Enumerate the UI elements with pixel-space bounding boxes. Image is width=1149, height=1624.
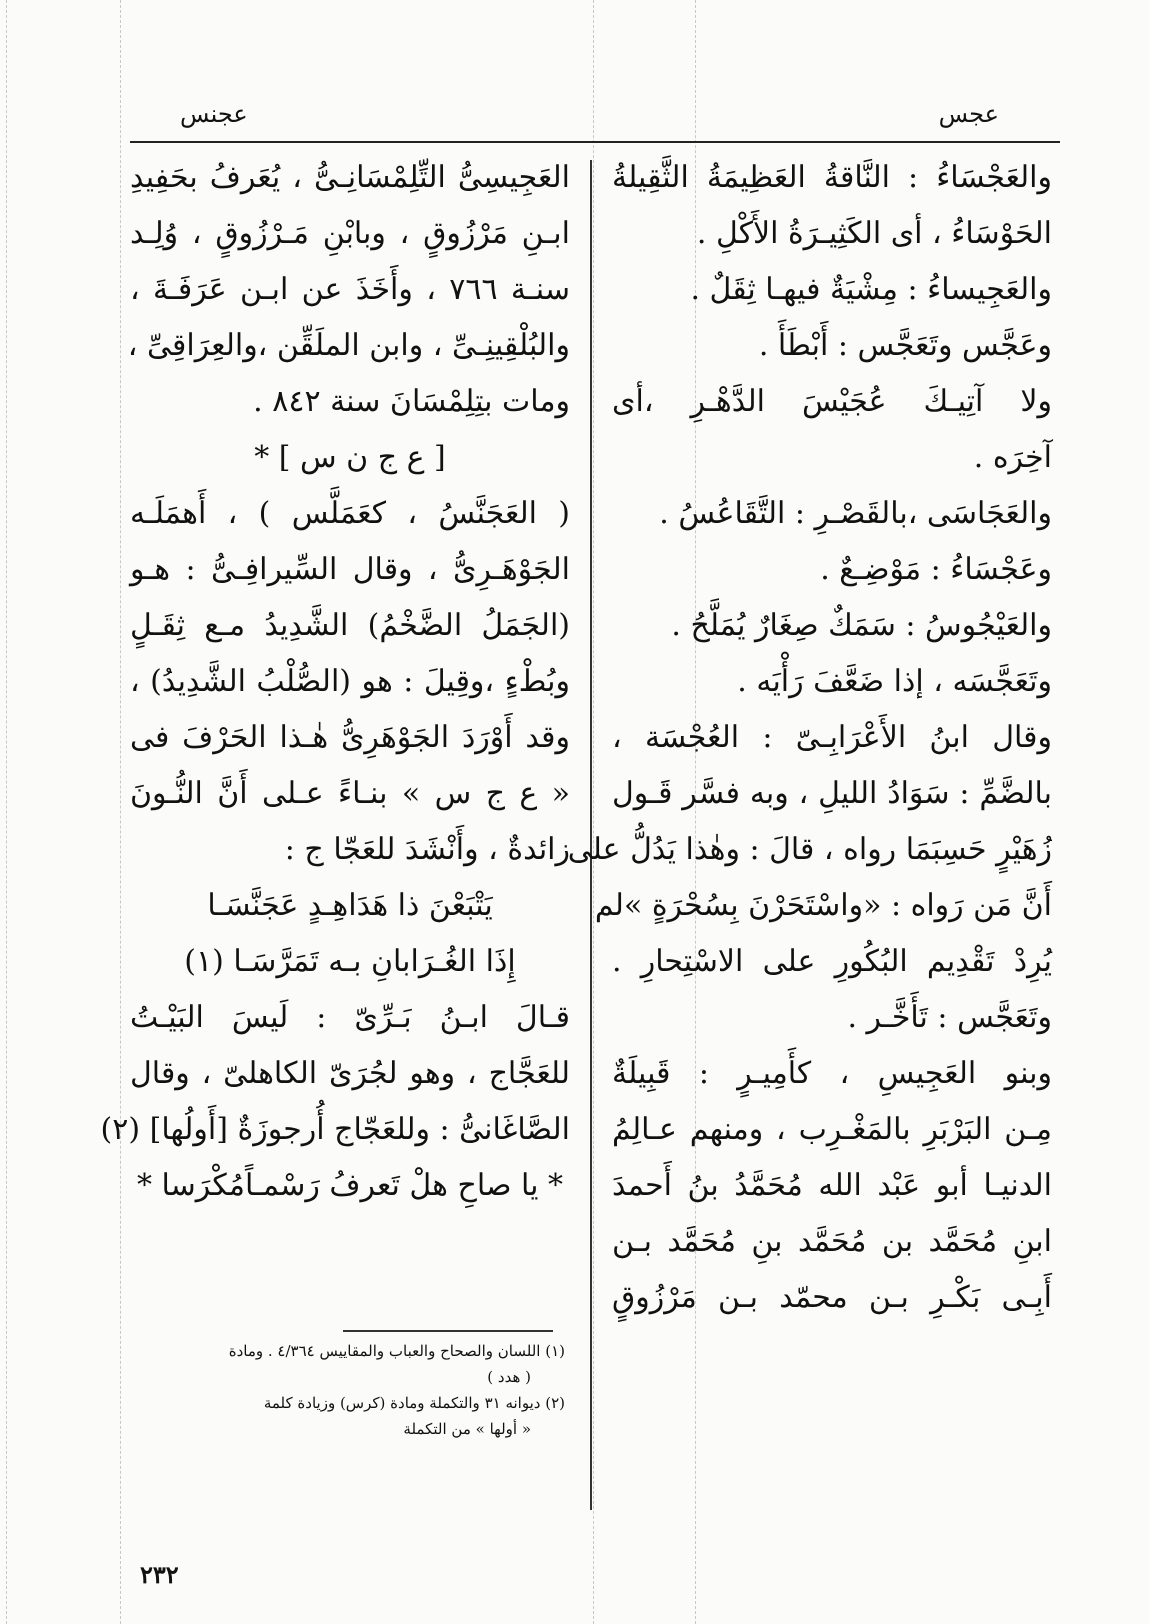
footnote-line: (١) اللسان والصحاح والعباب والمقاييس ٤/٣٦٤ . ومادة bbox=[228, 1342, 565, 1360]
text-line: (الجَمَلُ الضَّخْمُ) الشَّدِيدُ مـع ثِقَـلٍ bbox=[130, 608, 570, 643]
scan-guide-line bbox=[6, 0, 7, 1624]
text-line: الحَوْسَاءُ ، أى الكَثِيـرَةُ الأَكْلِ . bbox=[696, 216, 1052, 251]
text-line: وعَجَّس وتَعَجَّس : أَبْطَأَ . bbox=[758, 328, 1052, 363]
scan-guide-line bbox=[593, 0, 594, 1624]
left-column bbox=[100, 150, 570, 1214]
footnote-line: « أولها » من التكملة bbox=[403, 1420, 531, 1438]
text-line: وبُطْءٍ ،وقِيلَ : هو (الصُّلْبُ الشَّدِيدُ) ، bbox=[130, 664, 570, 699]
text-line: وبنو العَجِيسِ ، كأَمِيـرٍ : قَبِيلَةٌ bbox=[612, 1056, 1052, 1091]
verse-line: إِذَا الغُـرَابانِ بـه تَمَرَّسَـا (١) bbox=[184, 944, 516, 979]
header-rule bbox=[130, 141, 1060, 143]
text-line: « ع ج س » بنـاءً عـلى أَنَّ النُّـونَ bbox=[130, 776, 570, 811]
footnote-line: ( هدد ) bbox=[487, 1368, 531, 1386]
scan-guide-line bbox=[120, 0, 121, 1624]
text-line: والعَجْسَاءُ : النَّاقةُ العَظِيمَةُ الثَّقِيلةُ bbox=[612, 160, 1052, 195]
text-line: ابنِ مُحَمَّد بن مُحَمَّد بنِ مُحَمَّد بـن bbox=[612, 1224, 1052, 1259]
text-line: والعَجَاسَى ،بالقَصْـرِ : التَّقَاعُسُ . bbox=[659, 496, 1052, 531]
text-line: قـالَ ابـنُ بَـرِّىّ : لَيسَ البَيْـتُ bbox=[130, 1000, 570, 1035]
text-line: وتَعَجَّسَه ، إذا ضَعَّفَ رَأْيَه . bbox=[737, 664, 1052, 699]
verse-line: يَتْبَعْنَ ذا هَدَاهِـدٍ عَجَنَّسَـا bbox=[207, 888, 493, 923]
entry-heading: [ ع ج ن س ] * bbox=[254, 440, 446, 475]
footnote-line: (٢) ديوانه ٣١ والتكملة ومادة (كرس) وزيادة كلمة bbox=[263, 1394, 565, 1412]
text-line: الجَوْهَـرِىُّ ، وقال السِّيرافِـىُّ : هـو bbox=[130, 552, 570, 587]
text-line: ومات بتِلِمْسَانَ سنة ٨٤٢ . bbox=[253, 384, 570, 419]
footnotes bbox=[125, 1338, 565, 1442]
text-line: الدنيـا أبو عَبْد الله مُحَمَّدُ بنُ أَحمدَ bbox=[612, 1168, 1052, 1203]
text-line: وتَعَجَّس : تَأَخَّـر . bbox=[847, 1000, 1052, 1035]
text-line: ولا آتِيـكَ عُجَيْسَ الدَّهْـرِ ،أى bbox=[612, 384, 1052, 419]
text-line: زائدةٌ ، وأَنْشَدَ للعَجّا ج : bbox=[284, 832, 570, 867]
right-column bbox=[567, 150, 1052, 1326]
running-header-left: عجنس bbox=[180, 100, 248, 128]
text-line: أَبِـى بَكْـرِ بـن محمّد بـن مَرْزُوقٍ bbox=[612, 1280, 1052, 1315]
text-line: أَنَّ مَن رَواه : «واسْتَحَرْنَ بِسُحْرَةٍ »لم bbox=[594, 888, 1052, 923]
text-line: والبُلْقِينِـىِّ ، وابن الملَقِّن ،والعِرَاقِىِّ ، bbox=[127, 328, 570, 363]
text-line: ( العَجَنَّسُ ، كعَمَلَّس ) ، أَهمَلَـه bbox=[130, 496, 570, 531]
text-line: ابـنِ مَرْزُوقٍ ، وبابْنِ مَـرْزُوقٍ ، وُلِـد bbox=[130, 216, 570, 251]
verse-line: * يا صاحِ هلْ تَعرفُ رَسْمـاًمُكْرَسا * bbox=[136, 1168, 564, 1203]
text-line: وعَجْسَاءُ : مَوْضِـعٌ . bbox=[820, 552, 1052, 587]
text-line: والعَيْجُوسُ : سَمَكٌ صِغَارٌ يُمَلَّحُ . bbox=[671, 608, 1052, 643]
footnote-rule bbox=[343, 1330, 553, 1332]
running-header-right: عجس bbox=[938, 100, 999, 128]
text-line: وقد أَوْرَدَ الجَوْهَرِىُّ هٰـذا الحَرْفَ فى bbox=[130, 720, 570, 755]
text-line: يُرِدْ تَقْدِيم البُكُورِ على الاسْتِحارِ . bbox=[612, 944, 1052, 979]
text-line: العَجِيسِىُّ التِّلِمْسَانِـىُّ ، يُعَرفُ بحَفِيدِ bbox=[130, 160, 570, 195]
text-line: سنـة ٧٦٦ ، وأَخَذَ عن ابـن عَرَفَـةَ ، bbox=[130, 272, 570, 307]
text-line: آخِرَه . bbox=[973, 440, 1052, 475]
text-line: والعَجِيساءُ : مِشْيَةٌ فيهـا ثِقَلٌ . bbox=[690, 272, 1052, 307]
text-line: زُهَيْرٍ حَسِبَمَا رواه ، قالَ : وهٰذا يَدُلُّ على bbox=[567, 832, 1052, 867]
text-line: بالضَّمِّ : سَوَادُ الليلِ ، وبه فسَّر قَـول bbox=[612, 776, 1052, 811]
page-number: ٢٣٢ bbox=[140, 1560, 179, 1589]
text-line: مِـن البَرْبَرِ بالمَغْـرِب ، ومنهم عـالِمُ bbox=[612, 1112, 1052, 1147]
text-line: للعَجَّاج ، وهو لجُرَىّ الكاهلىّ ، وقال bbox=[130, 1056, 570, 1091]
text-line: الصَّاغَانىُّ : وللعَجّاج أُرجوزَةٌ [أَولُها] (٢) bbox=[100, 1112, 570, 1147]
text-line: وقال ابنُ الأَعْرَابِـىّ : العُجْسَة ، bbox=[612, 720, 1052, 755]
